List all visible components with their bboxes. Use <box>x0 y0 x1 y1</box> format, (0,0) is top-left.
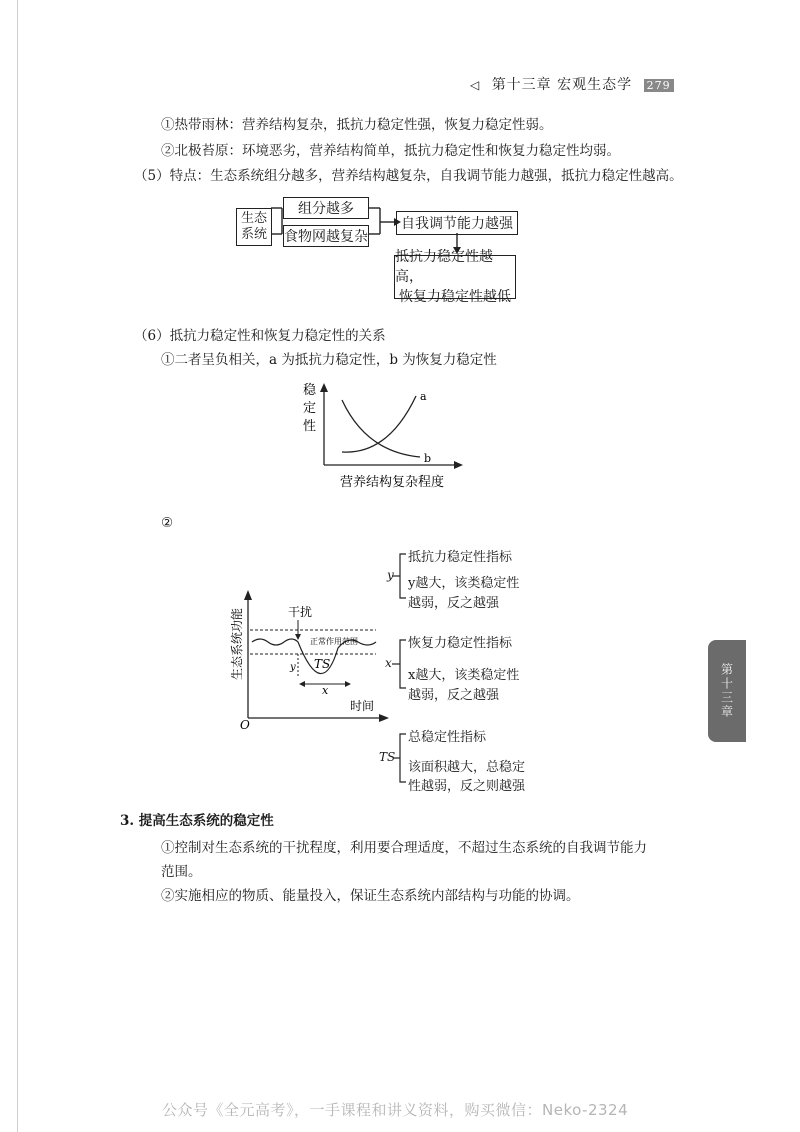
header-marker-icon: ◁ <box>470 78 481 92</box>
legend-x-title: 恢复力稳定性指标 <box>408 636 513 651</box>
chart2-origin: O <box>240 718 250 732</box>
legend-ts-desc2: 性越弱，反之则越强 <box>408 779 526 794</box>
chart2-ts: TS <box>314 657 331 671</box>
chart1-label-b: b <box>424 452 432 465</box>
legend-ts-title: 总稳定性指标 <box>408 730 487 745</box>
legend-x-var: x <box>385 656 392 670</box>
legend-x-desc2: 越弱，反之越强 <box>408 688 500 703</box>
arctic-tundra-line: ②北极苔原：环境恶劣，营养结构简单，抵抗力稳定性和恢复力稳定性均弱。 <box>161 143 620 159</box>
legend-ts-desc1: 该面积越大，总稳定 <box>408 760 526 775</box>
page-header <box>470 74 674 94</box>
brace-ts <box>400 734 406 782</box>
brace-x <box>400 640 406 688</box>
chart2-ylabel: 生态系统功能 <box>230 607 244 680</box>
legend-x-desc1: x越大，该类稳定性 <box>408 668 520 683</box>
disturb-arrow-head <box>295 634 301 640</box>
section6-title: （6）抵抗力稳定性和恢复力稳定性的关系 <box>134 328 386 344</box>
curve-b <box>342 400 420 457</box>
section3-title: 3. 提高生态系统的稳定性 <box>120 813 274 829</box>
chapter-side-tab: 第十三章 <box>708 640 746 742</box>
footer-watermark: 公众号《全元高考》，一手课程和讲义资料，购买微信：Neko-2324 <box>162 1101 629 1119</box>
foodweb-label: 食物网越复杂 <box>284 229 368 245</box>
x-measure-right <box>345 681 351 687</box>
stability-curve-chart <box>296 380 476 495</box>
legend-y-title: 抵抗力稳定性指标 <box>408 550 513 565</box>
result-line2: 恢复力稳定性越低 <box>399 289 511 305</box>
scan-edge-line <box>17 0 18 1132</box>
section3-p1-line1: ①控制对生态系统的干扰程度，利用要合理适度，不超过生态系统的自我调节能力 <box>161 840 647 856</box>
chart2-x-mark: x <box>322 684 329 697</box>
chart2-y-arrow <box>244 590 252 600</box>
ecosystem-box <box>236 208 272 246</box>
result-line1: 抵抗力稳定性越高， <box>395 249 493 285</box>
legend-ts-var: TS <box>379 750 396 764</box>
self-regulation-box <box>396 211 518 235</box>
components-label: 组分越多 <box>298 201 354 217</box>
chart1-ylabel-3: 性 <box>303 419 317 434</box>
section6-sub1: ①二者呈负相关，a 为抵抗力稳定性，b 为恢复力稳定性 <box>161 352 497 368</box>
page-number-badge: 279 <box>644 79 674 92</box>
chart1-label-a: a <box>420 390 427 403</box>
chart2-disturb: 干扰 <box>288 605 313 619</box>
ecosystem-line2: 系统 <box>240 227 267 242</box>
foodweb-box <box>283 225 369 247</box>
brace-y <box>400 554 406 598</box>
chart2-range: 正常作用范围 <box>310 637 358 646</box>
chart2-xlabel: 时间 <box>350 699 375 713</box>
chart2-y-mark: y <box>290 662 296 673</box>
chart1-ylabel-2: 定 <box>303 401 317 416</box>
section3-p2: ②实施相应的物质、能量投入，保证生态系统内部结构与功能的协调。 <box>161 888 580 904</box>
legend-y-desc1: y越大，该类稳定性 <box>408 576 520 591</box>
legend-y-var: y <box>387 568 394 582</box>
chart1-xlabel: 营养结构复杂程度 <box>340 475 445 490</box>
result-box <box>394 249 516 305</box>
chart1-ylabel-1: 稳 <box>303 383 317 398</box>
ecosystem-function-chart <box>226 584 396 734</box>
tropical-rainforest-line: ①热带雨林：营养结构复杂，抵抗力稳定性强，恢复力稳定性弱。 <box>161 117 553 133</box>
chart1-x-arrow <box>454 461 463 469</box>
chart1-y-arrow <box>320 383 328 392</box>
ecosystem-line1: 生态 <box>240 211 267 226</box>
self-regulation-label: 自我调节能力越强 <box>401 216 513 232</box>
legend-y-desc2: 越弱，反之越强 <box>408 596 500 611</box>
chapter-title: 第十三章 宏观生态学 <box>491 77 633 93</box>
section3-p1-line2: 范围。 <box>161 864 202 880</box>
components-box <box>283 197 369 219</box>
x-measure-left <box>299 681 305 687</box>
section6-sub2: ② <box>161 515 174 531</box>
feature-line: （5）特点：生态系统组分越多，营养结构越复杂，自我调节能力越强，抵抗力稳定性越高。 <box>134 168 683 184</box>
